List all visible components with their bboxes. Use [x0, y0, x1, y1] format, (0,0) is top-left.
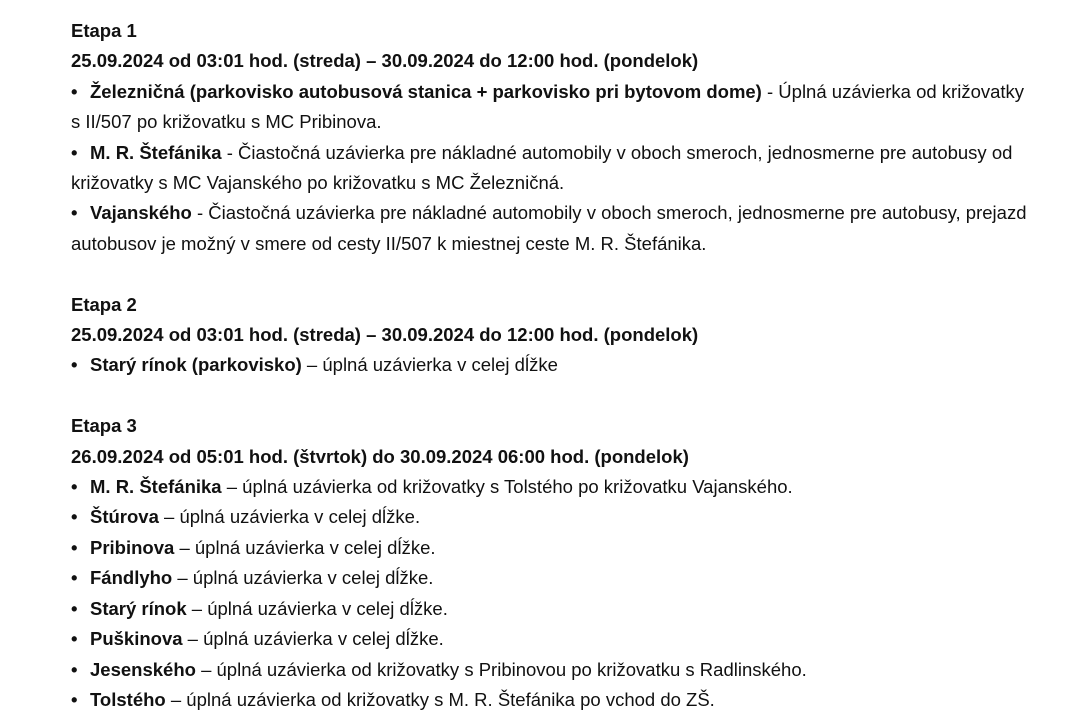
closure-description: – úplná uzávierka od križovatky s M. R. Štefánika po vchod do ZŠ.	[165, 688, 715, 710]
closure-description: - Úplná uzávierka od križovatky s II/507 po križovatku s MC Pribinova.	[71, 80, 1025, 133]
bullet: •	[71, 141, 78, 163]
street-name: Puškinova	[90, 628, 183, 650]
street-name: Starý rínok (parkovisko)	[90, 354, 302, 376]
street-name: Železničná (parkovisko autobusová stanica + parkovisko pri bytovom dome)	[90, 80, 762, 102]
bullet: •	[71, 536, 78, 558]
street-name: Pribinova	[90, 536, 175, 558]
bullet: •	[71, 567, 78, 589]
street-name: Starý rínok	[90, 597, 187, 619]
stage-title: Etapa 3	[71, 415, 137, 437]
list-item	[71, 624, 1031, 654]
closure-description: – úplná uzávierka v celej dĺžke.	[186, 597, 448, 619]
stage-dates: 25.09.2024 od 03:01 hod. (streda) – 30.09.2024 do 12:00 hod. (pondelok)	[71, 50, 699, 72]
bullet: •	[71, 506, 78, 528]
list-item	[71, 198, 1031, 259]
bullet: •	[71, 80, 78, 102]
list-item	[71, 594, 1031, 624]
bullet: •	[71, 597, 78, 619]
stage-2	[71, 290, 1031, 381]
list-item	[71, 472, 1031, 502]
closure-description: – úplná uzávierka v celej dĺžke.	[158, 506, 421, 528]
bullet: •	[71, 628, 78, 650]
street-name: Jesenského	[90, 658, 196, 680]
street-name: Vajanského	[90, 202, 192, 224]
street-name: Tolstého	[90, 688, 166, 710]
bullet: •	[71, 476, 78, 498]
list-item	[71, 350, 1031, 380]
bullet: •	[71, 354, 78, 376]
list-item	[71, 77, 1031, 138]
stage-dates: 26.09.2024 od 05:01 hod. (štvrtok) do 30.09.2024 06:00 hod. (pondelok)	[71, 445, 689, 467]
list-item	[71, 533, 1031, 563]
list-item	[71, 655, 1031, 685]
closure-description: – úplná uzávierka od križovatky s Pribinovou po križovatku s Radlinského.	[195, 658, 807, 680]
stage-title: Etapa 1	[71, 20, 137, 41]
closure-description: – úplná uzávierka v celej dĺžke.	[182, 628, 444, 650]
list-item	[71, 502, 1031, 532]
bullet: •	[71, 202, 78, 224]
bullet: •	[71, 658, 78, 680]
stage-dates: 25.09.2024 od 03:01 hod. (streda) – 30.09.2024 do 12:00 hod. (pondelok)	[71, 324, 699, 346]
closure-description: – úplná uzávierka v celej dĺžke.	[172, 567, 434, 589]
closure-notice	[71, 16, 1031, 715]
closure-description: - Čiastočná uzávierka pre nákladné automobily v oboch smeroch, jednosmerne pre autobusy od križovatky s MC Vajanského po križovatku s MC Železničná.	[71, 141, 1013, 194]
closure-description: – úplná uzávierka od križovatky s Tolstého po križovatku Vajanského.	[221, 476, 793, 498]
bullet: •	[71, 688, 78, 710]
closure-description: – úplná uzávierka v celej dĺžke	[301, 354, 558, 376]
list-item	[71, 138, 1031, 199]
street-name: Štúrova	[90, 506, 159, 528]
list-item	[71, 685, 1031, 715]
list-item	[71, 563, 1031, 593]
stage-3	[71, 411, 1031, 715]
stage-1	[71, 16, 1031, 259]
street-name: M. R. Štefánika	[90, 476, 222, 498]
closure-description: - Čiastočná uzávierka pre nákladné automobily v oboch smeroch, jednosmerne pre autobusy, prejazd autobusov je možný v smere od cesty II/507 k miestnej ceste M. R. Štefánika.	[71, 202, 1027, 254]
street-name: Fándlyho	[90, 567, 173, 589]
closure-description: – úplná uzávierka v celej dĺžke.	[174, 536, 436, 558]
stage-title: Etapa 2	[71, 293, 137, 315]
street-name: M. R. Štefánika	[90, 141, 222, 163]
